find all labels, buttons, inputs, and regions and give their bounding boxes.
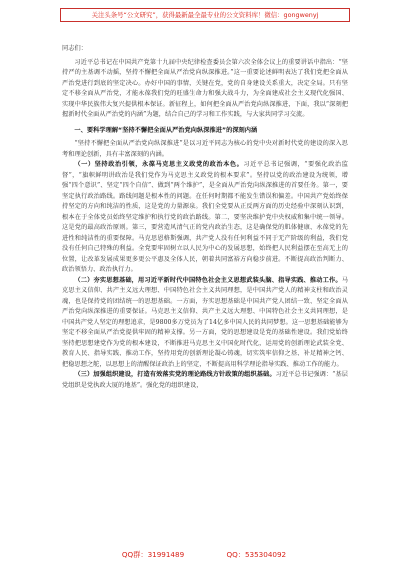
section-intro: “坚持不懈把全面从严治党向纵深推进”是以习近平同志为核心的党中央对新时代党的建设的深入思考和理论创新，具有丰富深刻的内涵。 bbox=[62, 140, 348, 158]
salutation: 同志们： bbox=[62, 45, 87, 52]
point-1 bbox=[62, 160, 348, 276]
point-3 bbox=[62, 370, 348, 391]
document-body bbox=[62, 44, 348, 391]
point-2-body: 马克思主义信仰、共产主义远大理想、中国特色社会主义共同理想，是中国共产党人的精神支柱和政治灵魂，也是保持党的团结统一的思想基础。一方面，夯实思想基础是中国共产党人团结一致、坚定全面从严治党向纵深推进的重要保证。马克思主义信仰、共产主义远大理想、中国特色社会主义共同理想，是中国共产党人坚定的理想追求，是9800多万党员为了14亿多中国人民的共同梦想。这一思想基础能够为坚定不移全面从严治党提供牢固的精神支撑。另一方面，党的思想建设是党的基础性建设。我们党始终坚持把思想建党作为党的根本建设，不断推进马克思主义中国化时代化，运用党的创新理论武装全党、教育人民、指导实践、推动工作，坚持用党的创新理论凝心铸魂，切实筑牢信仰之基、补足精神之钙、把稳思想之舵，以思想上的清醒保证政治上的坚定，不断提高用科学理论指导实践、推动工作的能力。 bbox=[62, 276, 348, 368]
point-2 bbox=[62, 276, 348, 371]
point-3-body: 习近平总书记强调：“基层党组织是党执政大厦的地基”。强化党的组织建设， bbox=[62, 371, 348, 389]
qq-group: QQ群：31991489 bbox=[121, 550, 185, 559]
point-2-title: （二）夯实思想基础，用习近平新时代中国特色社会主义思想武装头脑、指导实践、推动工作。 bbox=[74, 276, 342, 284]
contact-footer bbox=[0, 545, 408, 565]
section-heading: 一、要科学理解“坚持不懈把全面从严治党向纵深推进”的深刻内涵 bbox=[74, 126, 258, 134]
promo-banner: 关注头条号“公文研究”，获得最新最全最专业的公文资料库！微信：gongwenyj bbox=[60, 8, 350, 22]
point-1-body: 习近平总书记强调，“要强化政治监督”，“旗帜鲜明讲政治是我们党作为马克思主义政党的根本要求”。坚持以党的政治建设为统领，增强“四个意识”、坚定“四个自信”、做到“两个维护”，是全面从严治党向纵深推进的首要任务。第一，要坚定执行政治路线。路线问题是根本性的问题。在任何时期都不能发生错误和偏差。中国共产党始终保持坚定的方向和纯洁的性质，这是党的力量源泉。我们全党要从正反两方面的历史经验中深刻认识到，根本在于全体党员始终坚定维护和执行党的政治路线。第二，要坚决维护党中央权威和集中统一领导。这是党的最高政治原则。第三，要营造风清气正的党内政治生态，这是确保党的肌体健康、永葆党的先进性和纯洁性的重要保障。马克思恩格斯强调，共产党人没有任何利益不同于无产阶级的利益，我们党没有任何自己特殊的利益。全党要牢固树立以人民为中心的发展思想，始终把人民利益摆在至高无上的位置，让改革发展成果更多更公平惠及全体人民，朝着共同富裕方向稳步前进。不断提高政治判断力、政治领悟力、政治执行力。 bbox=[62, 161, 348, 273]
qq-number: QQ：535304092 bbox=[226, 550, 287, 559]
point-1-title: （一）坚持政治引领，永葆马克思主义政党的政治本色。 bbox=[74, 161, 244, 168]
intro-paragraph: 习近平总书记在中国共产党第十九届中央纪律检查委员会第六次全体会议上的重要讲话中指出：“坚持严的主基调不动摇，坚持不懈把全面从严治党向纵深推进。”这一重要论述鲜明表达了我们党把全面从严治党进行到底的坚定决心。办好中国的事情，关键在党，党的自身建设关系重大，决定全局。只有坚定不移全面从严治党，才能永葆我们党的旺盛生命力和强大战斗力，为全面建成社会主义现代化强国、实现中华民族伟大复兴提供根本保证。新征程上，如何把全面从严治党向纵深推进，下面，我以“深刻把握新时代全面从严治党的内涵”为题，结合自己的学习和工作实践，与大家共同学习交流。 bbox=[62, 58, 348, 118]
point-3-title: （三）加强组织建设，打造有效落实党的理论路线方针政策的组织基础。 bbox=[74, 371, 276, 378]
